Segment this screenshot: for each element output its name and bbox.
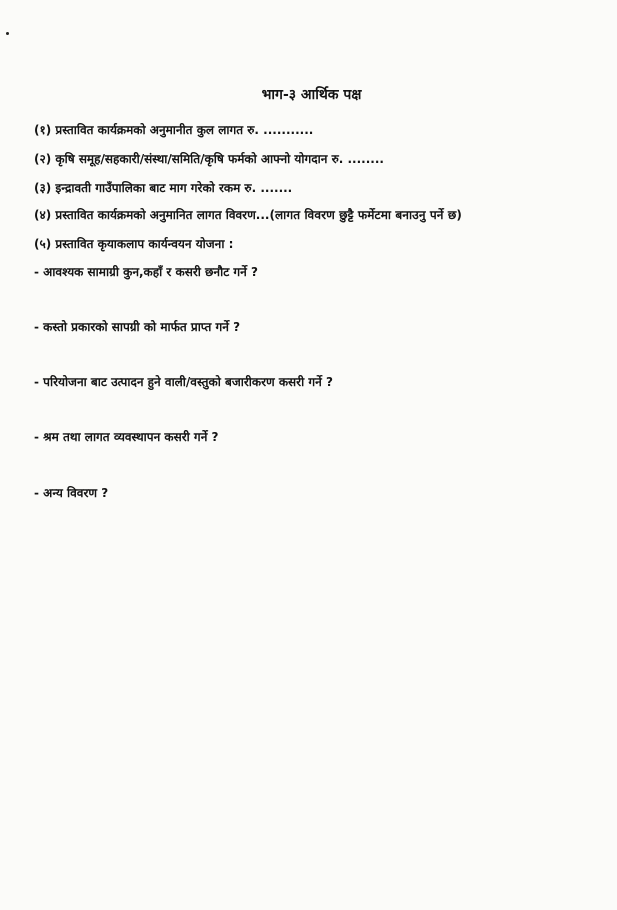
scan-speck — [6, 32, 9, 35]
item-implementation-plan: (५) प्रस्तावित कृयाकलाप कार्यन्वयन योजना : — [34, 237, 234, 251]
section-title: भाग-३ आर्थिक पक्ष — [261, 87, 362, 103]
separate-format-note: (लागत विवरण छुट्टै फर्मेटमा बनाउनु पर्ने छ) — [269, 208, 462, 222]
item-estimated-cost-details — [34, 206, 462, 223]
item-total-cost: (१) प्रस्तावित कार्यक्रमको अनुमानीत कुल लागत रु. ........... — [34, 123, 314, 137]
question-marketing: - परियोजना बाट उत्पादन हुने वाली/वस्तुको बजारीकरण कसरी गर्ने ? — [34, 375, 333, 389]
estimated-cost-label: (४) प्रस्तावित कार्यक्रमको अनुमानित लागत विवरण... — [34, 208, 270, 222]
question-other-details: - अन्य विवरण ? — [34, 486, 109, 500]
question-materials-selection: - आवश्यक सामाग्री कुन,कहाँ र कसरी छनौट गर्ने ? — [34, 265, 258, 279]
item-group-contribution: (२) कृषि समूह/सहकारी/संस्था/समिति/कृषि फर्मको आफ्नो योगदान रु. ........ — [34, 152, 384, 166]
item-requested-amount: (३) इन्द्रावती गाउँपालिका बाट माग गरेको रकम रु. ....... — [34, 181, 293, 195]
question-materials-procurement: - कस्तो प्रकारको सापग्री को मार्फत प्राप्त गर्ने ? — [34, 320, 241, 334]
question-labor-cost-management: - श्रम तथा लागत व्यवस्थापन कसरी गर्ने ? — [34, 430, 219, 444]
